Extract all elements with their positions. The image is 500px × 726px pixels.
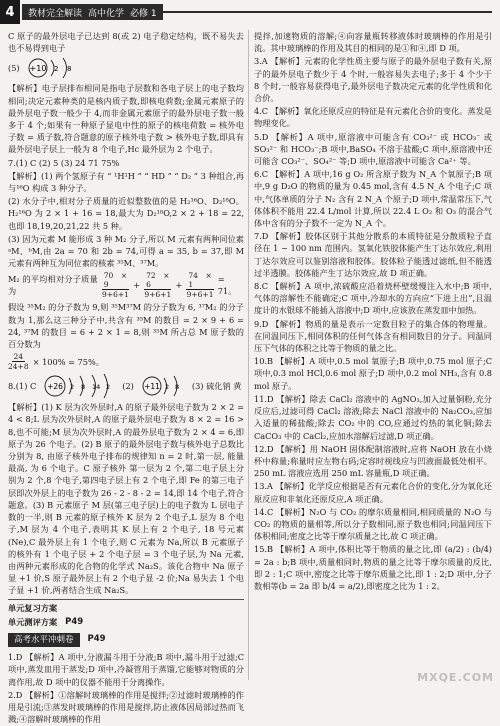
percent-formula bbox=[8, 352, 244, 371]
answer-text: C 原子的最外层电子已达到 8(或 2) 电子稳定结构，既不易失去也不易得到电子 bbox=[8, 31, 244, 54]
atom-diagram-row bbox=[8, 373, 244, 399]
fraction: $\frac{70 \times 9}{9+6+1}$ bbox=[102, 271, 129, 300]
analysis-text: 8.C 【解析】A 项中,浓硫酸应沿着烧杯壁缓慢注入水中;B 项中,气体的溶解性不能确定;C 项中,冷却水的方向应“下进上出”,且温度计的水银球不能插入溶液中;D 项中,应该放在蒸发皿中加热。 bbox=[254, 281, 492, 316]
analysis-text: 【解析】(1) 两个氢原子有 “ ¹H¹H ” “ HD ” “ D₂ ” 3 种组合,再与¹⁶O 构成 3 种分子。 bbox=[8, 170, 244, 194]
analysis-text: 提拌,加速物质的溶解;④向容量瓶转移液体时玻璃棒的作用是引流。其中玻璃棒的作用及其目的相同的是①和④,即 D 项。 bbox=[254, 31, 492, 54]
svg-text:8: 8 bbox=[66, 65, 72, 74]
svg-text:14: 14 bbox=[92, 383, 101, 392]
svg-text:+11: +11 bbox=[143, 382, 160, 392]
header-bar bbox=[22, 4, 163, 20]
formula-lead: M₂ 的平均相对分子质量为 bbox=[8, 274, 98, 297]
atom-structure-diagram bbox=[26, 56, 86, 80]
average-mass-formula: M₂ 的平均相对分子质量为 $\frac{70 \times 9}{9+6+1}$ + $\frac{72 \times 6}{9+6+1}$ + $\frac{74 \times 1}{9+6+1}$ = 71。 bbox=[8, 271, 237, 300]
subsection-title: 单元测评方案 bbox=[8, 616, 58, 627]
watermark-text: MXQE.COM bbox=[417, 671, 494, 684]
section-rule bbox=[8, 599, 244, 600]
fraction: $\frac{72 \times 6}{9+6+1}$ bbox=[144, 271, 172, 300]
analysis-text: 11.D 【解析】除去 CaCl₂ 溶液中的 AgNO₃,加入过量铜粉,充分反应后,过滤可得 CaCl₂ 溶液;除去 NaCl 溶液中的 Na₂CO₃,应加入适量的稀盐酸;除去 CO₂ 中的 CO,应通过灼热的氧化铜;除去 CaCO₃ 中的 CaCl₂,应加水溶解后过滤,D 项正确。 bbox=[254, 393, 492, 441]
analysis-text: 假设 ³⁵M₂ 的分子数为 9,则 ³⁵M³⁷M 的分子数为 6, ³⁷M₂ 的分子数为 1,那么这三种分子中,共含有 ³⁵M 的数目 = 2 × 9 + 6 = 24, ³⁷M 的数目 = 6 + 2 × 1 = 8,则 ³⁵M 所占总 M 原子数的百分数为 bbox=[8, 302, 244, 350]
answer-text: (3) 硫化钠 黄 bbox=[191, 381, 242, 392]
analysis-text: 14.C 【解析】N₂O 与 CO₂ 的摩尔质量相同,相同质量的 N₂O 与 CO₂ 的物质的量相等,所以分子数相同,原子数也相同;同温同压下体积相同;密度之比等于摩尔质量之比,故 C 项正确。 bbox=[254, 506, 492, 542]
section-title: 单元复习方案 bbox=[8, 602, 58, 613]
answer-text: 7.(1) C (2) 5 (3) 24 71 75% bbox=[8, 157, 120, 168]
svg-text:8: 8 bbox=[174, 383, 180, 392]
column-divider bbox=[248, 30, 249, 680]
svg-text:2: 2 bbox=[106, 383, 111, 392]
analysis-text: 2.D 【解析】①溶解时玻璃棒的作用是搅拌;②过滤时玻璃棒的作用是引流;③蒸发时玻璃棒的作用是搅拌,防止液体因局部过热而飞溅;④溶解时玻璃棒的作用 bbox=[8, 689, 244, 725]
item-label: (5) bbox=[8, 63, 20, 74]
analysis-text: 7.D 【解析】胶体区别于其他分散系的本质特征是分散质粒子直径在 1 ~ 100 nm 范围内。氢氧化铁胶体能产生丁达尔效应,利用丁达尔效应可以鉴别溶液和胶体。胶体粒子能透过滤纸,但不能透过半透膜。胶体能产生丁达尔效应,故 D 项正确。 bbox=[254, 231, 492, 278]
analysis-text: 9.D 【解析】物质的量是表示一定数目粒子的集合体的物理量。在同温同压下,相同体积的任何气体含有相同数目的分子。同温同压下气体的体积之比等于物质的量之比。 bbox=[254, 318, 492, 354]
fraction: $\frac{24}{24+8}$ bbox=[8, 352, 29, 372]
header-rule bbox=[163, 11, 492, 13]
analysis-text: 【解析】电子层排布相同是指电子层数和各电子层上的电子数均相同;决定元素种类的是核内质子数,即核电荷数;金属元素原子的最外层电子数一般少于 4,而非金属元素原子的最外层电子数一般多于 4 个;如果有一种原子显电中性的原子的核电荷数 = 核外电子数 = 质子数,符合题意的原子核外电子数 > 核外电子数,即具有最外层电子层上一般为 8 个电子,Hc 最外层为 2 个电子。 bbox=[8, 83, 244, 155]
formula-tail: × 100% = 75%。 bbox=[32, 356, 104, 367]
subsection-row bbox=[8, 616, 244, 628]
atom-structure-diagram bbox=[140, 374, 186, 398]
analysis-text: 15.B 【解析】A 项中,体积比等于物质的量之比,即 (a/2) : (b/4) = 2a : b;B 项中,质量相同时,物质的量之比等于摩尔质量的反比,即 2 : 1;C 项中,密度之比等于摩尔质量之比,即 1 : 2;D 项中,分子数相等(b = 2a 即 b/4 = a/2),即密度之比为 1 : 2。 bbox=[254, 544, 492, 591]
item-label: (2) bbox=[122, 381, 134, 392]
subject-title: 高中化学 bbox=[88, 8, 125, 19]
tag-row bbox=[8, 630, 244, 649]
right-column bbox=[254, 30, 492, 593]
page-header bbox=[0, 0, 500, 24]
svg-text:2: 2 bbox=[53, 65, 59, 74]
tag-title: 高考水平冲刺卷 bbox=[8, 633, 80, 647]
analysis-text: (2) 水分子中,相对分子质量的近似整数值的是 H₂¹⁶O、D₂¹⁸O。H₂¹⁶O 为 2 × 1 + 16 = 18,最大为 D₂¹⁸O,2 × 2 + 18 = 22,也即 18,19,20,21,22 共 5 种。 bbox=[8, 196, 244, 231]
analysis-text: 4.C 【解析】氧化还原反应的特征是有元素化合价的变化。蒸发是物理变化。 bbox=[254, 106, 492, 129]
svg-text:8: 8 bbox=[81, 383, 86, 392]
brand-title: 教材完全解读 bbox=[28, 8, 83, 19]
page-number: 4 bbox=[0, 0, 20, 24]
svg-text:+26: +26 bbox=[47, 382, 64, 392]
volume-title: 必修 1 bbox=[130, 8, 157, 19]
item-label: 8.(1) C bbox=[8, 381, 37, 392]
fraction: $\frac{74 \times 1}{9+6+1}$ bbox=[186, 271, 214, 300]
subsection-page: P49 bbox=[65, 616, 84, 627]
analysis-text: (3) 因为元素 M 能形成 3 种 M₂ 分子,所以 M 元素有两种同位素 ᵃM、ᵇM,由 2a = 70 和 2b = 74,可得 a = 35, b = 37,即 M 元素有两种互为同位素的核素 ³⁵M、³⁷M。 bbox=[8, 233, 244, 269]
analysis-text: 【解析】(1) K 层为次外层时,A 的原子最外层电子数为 2 × 2 = 4 < 8;L 层为次外层时,A 的原子最外层电子数为 8 × 2 = 16 > 8,也不可能;M 层为次外层时,A 的最外层电子数为 2 × 4 = 6,即原子为 26 个电子。(2) B 原子的最外层电子数与核外电子总数比分别为 8, 由原子核外电子排布的规律知 n = 2 时,第一层, 能量最高, 为 6 个电子。C 原子核外 第一层为 2 个,第二电子层上分别为 2 个,8 个电子,第四电子层上有 2 个电子,即 Fe 的第三电子层即次外层上的电子数为 26 - 2 - 8 - 2 = 14,即 14 个电子,符合题意。(3) B 元素原子 M 层(第三电子层)上的电子数为 L 层电子数的一半,则 B 元素的原子核外 K 层为 2 个电子,L 层为 8 个电子,M 层为 4 个电子,表明其 K 层上有 2 个电子, 18 号元素(Ne),C 最外层上有 1 个电子,则 C 元素为 Na,所以 B 元素原子的核外有 1 个电子层 + 2 个电子层 = 3 个电子层,为 Na 元素, 由两种元素形成的化合物的化学式 Na₂S。该化合物中 Na 原子显 +1 价,S 原子最外层上有 2 个电子显 -2 价;Na 易失去 1 个电子显 +1 价,两者结合生成 Na₂S。 bbox=[8, 402, 244, 596]
analysis-text: 10.B 【解析】A 项中,0.5 mol 氧原子;B 项中,0.75 mol 原子;C 项中,0.3 mol HCl,0.6 mol 原子;D 项中,0.2 mol NH₃,含有 0.8 mol 原子。 bbox=[254, 356, 492, 391]
analysis-text: 1.D 【解析】A 项中,分液漏斗用于分液;B 项中,漏斗用于过滤;C 项中,蒸发皿用于蒸发;D 项中,冷凝管用于蒸馏,它能够对物质的分离作用,故 D 项中的仪器不能用于分离操作。 bbox=[8, 652, 244, 687]
atom-structure-diagram bbox=[42, 373, 116, 399]
analysis-text: 3.A 【解析】元素的化学性质主要与原子的最外层电子数有关,原子的最外层电子数少于 4 个时,一般容易失去电子;多于 4 个少于 8 个时,一般容易获得电子,最外层电子数决定元素的化学性质和化合价。 bbox=[254, 56, 492, 104]
analysis-text: 12.D 【解析】用 NaOH 固体配制溶液时,应将 NaOH 放在小烧杯中称量;称量时应左物右码;定容时视线应与凹液面最低处相平。250 mL 溶液应选用 250 mL 容量瓶,D 项正确。 bbox=[254, 443, 492, 479]
svg-text:+10: +10 bbox=[29, 64, 47, 74]
analysis-text: 13.A 【解析】化学反应根据是否有元素化合价的变化,分为氧化还原反应和非氧化还原反应,A 项正确。 bbox=[254, 481, 492, 504]
atom-diagram-row bbox=[8, 56, 244, 80]
analysis-text: 6.C 【解析】A 项中,16 g O₂ 所含原子数为 N_A 个氧原子;B 项中,9 g D₂O 的物质的量为 0.45 mol,含有 4.5 N_A 个电子;C 项中,气体单质的分子 N₂ 含有 2 N_A 个原子;D 项中,常温常压下,气体体积不能用 22.4 L/mol 计算,所以 22.4 L O₂ 和 O₃ 的混合气体中含有的分子数不一定为 N_A 个。 bbox=[254, 169, 492, 229]
tag-page: P49 bbox=[87, 634, 106, 645]
left-column bbox=[8, 30, 244, 726]
svg-text:2: 2 bbox=[70, 383, 75, 392]
svg-text:2: 2 bbox=[164, 383, 170, 392]
analysis-text: 5.D 【解析】A 项中,原溶液中可能含有 CO₃²⁻ 或 HCO₃⁻ 或 SO₃²⁻ 和 HCO₃⁻;B 项中,BaSO₄ 不溶于盐酸;C 项中,原溶液中还可能含 CO₃²⁻、SO₄²⁻ 等;D 项中,原溶液中可能含 Ca²⁺ 等。 bbox=[254, 131, 492, 167]
